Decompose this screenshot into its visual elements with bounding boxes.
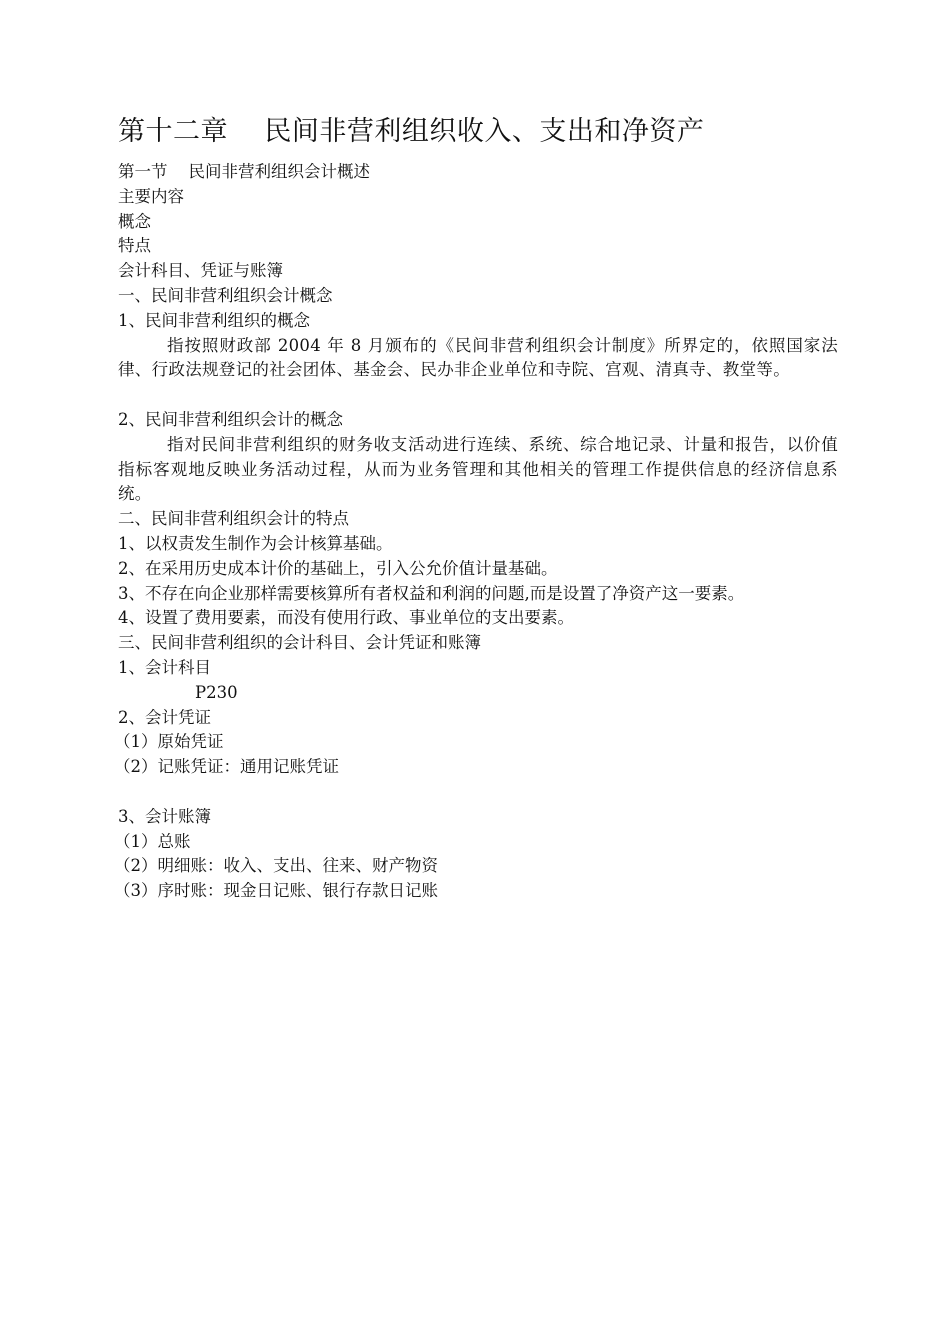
- part2-item: 4、设置了费用要素，而没有使用行政、事业单位的支出要素。: [118, 608, 574, 628]
- book-item: （2）明细账：收入、支出、往来、财产物资: [114, 856, 438, 876]
- part1-item1-heading: 1、民间非营利组织的概念: [118, 310, 310, 330]
- accounts-heading: 1、会计科目: [118, 657, 211, 677]
- spacer: [118, 383, 838, 408]
- part2-heading: 二、民间非营利组织会计的特点: [118, 509, 349, 529]
- part2-item: 2、在采用历史成本计价的基础上，引入公允价值计量基础。: [118, 558, 558, 578]
- section-heading: 第一节 民间非营利组织会计概述: [118, 162, 370, 181]
- part1-item1-paragraph: 指按照财政部 2004 年 8 月颁布的《民间非营利组织会计制度》所界定的，依照国家法律、行政法规登记的社会团体、基金会、民办非企业单位和寺院、宫观、清真寺、教堂等。: [118, 335, 838, 380]
- book-item: （3）序时账：现金日记账、银行存款日记账: [114, 881, 438, 901]
- part3-heading: 三、民间非营利组织的会计科目、会计凭证和账簿: [118, 633, 481, 653]
- vouchers-heading: 2、会计凭证: [118, 707, 211, 727]
- chapter-title: 第十二章 民间非营利组织收入、支出和净资产: [118, 116, 705, 147]
- voucher-item: （2）记账凭证：通用记账凭证: [114, 757, 339, 777]
- books-heading: 3、会计账簿: [118, 806, 211, 826]
- voucher-item: （1）原始凭证: [114, 732, 224, 752]
- part2-item: 3、不存在向企业那样需要核算所有者权益和利润的问题,而是设置了净资产这一要素。: [118, 583, 745, 603]
- outline-item: 特点: [118, 236, 151, 256]
- outline-item: 概念: [118, 211, 151, 231]
- part1-item2-paragraph: 指对民间非营利组织的财务收支活动进行连续、系统、综合地记录、计量和报告，以价值指标客观地反映业务活动过程，从而为业务管理和其他相关的管理工作提供信息的经济信息系统。: [118, 434, 838, 504]
- spacer: [118, 780, 838, 805]
- main-content-label: 主要内容: [118, 186, 184, 206]
- book-item: （1）总账: [114, 831, 191, 851]
- part2-item: 1、以权责发生制作为会计核算基础。: [118, 533, 393, 553]
- document-body: [114, 112, 838, 904]
- part1-heading: 一、民间非营利组织会计概念: [118, 285, 333, 305]
- accounts-page-reference: P230: [195, 682, 238, 702]
- part1-item2-heading: 2、民间非营利组织会计的概念: [118, 409, 343, 429]
- outline-item: 会计科目、凭证与账簿: [118, 261, 283, 281]
